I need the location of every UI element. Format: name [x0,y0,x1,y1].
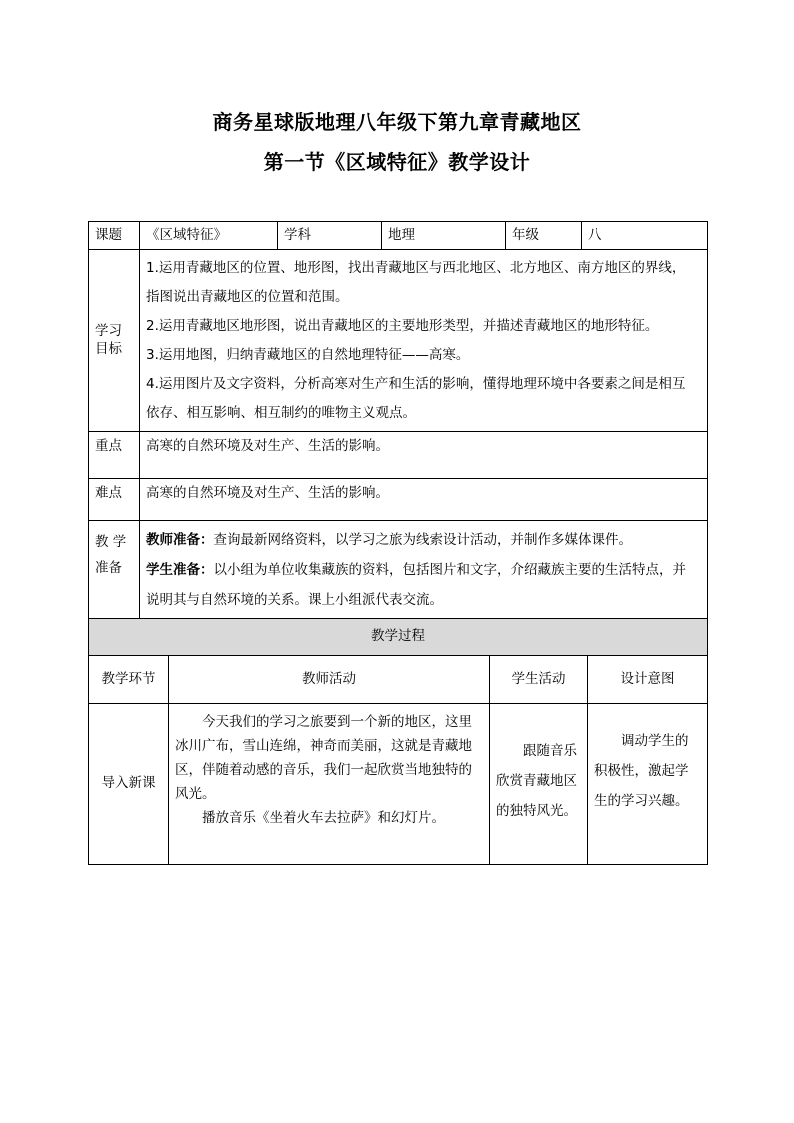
objective-line: 4.运用图片及文字资料，分析高寒对生产和生活的影响，懂得地理环境中各要素之间是相互 [146,375,686,392]
topic-label: 课题 [89,222,140,250]
objectives-row [89,250,708,432]
student-preparation-cont: 说明其与自然环境的关系。课上小组派代表交流。 [146,591,443,608]
document-title: 商务星球版地理八年级下第九章青藏地区 [212,110,582,134]
preparation-label-line1: 教 学 [95,534,127,550]
objective-line: 1.运用青藏地区的位置、地形图，找出青藏地区与西北地区、北方地区、南方地区的界线， [146,259,686,276]
topic-value: 《区域特征》 [140,222,278,250]
objective-line: 2.运用青藏地区地形图，说出青藏地区的主要地形类型，并描述青藏地区的地形特征。 [146,317,659,334]
student-preparation [146,555,701,585]
key-point-label: 重点 [89,432,140,479]
key-point-value: 高寒的自然环境及对生产、生活的影响。 [140,432,708,479]
objectives-label-line2: 目标 [95,340,122,357]
teacher-activity-cell [169,704,490,865]
key-point-row [89,432,708,479]
header-student-activity: 学生活动 [490,656,588,704]
info-table [88,221,708,619]
header-teacher-activity: 教师活动 [169,656,490,704]
teacher-activity-paragraph: 播放音乐《坐着火车去拉萨》和幻灯片。 [202,810,445,826]
design-intent-cell [588,704,708,865]
student-activity-text: 跟随音乐欣赏青藏地区的独特风光。 [496,743,577,819]
teacher-preparation-text: 查询最新网络资料，以学习之旅为线索设计活动，并制作多媒体课件。 [213,531,632,548]
stage-cell: 导入新课 [89,704,169,865]
process-row-intro [89,704,708,865]
grade-value: 八 [582,222,708,250]
teacher-activity-paragraph: 今天我们的学习之旅要到一个新的地区，这里冰川广布，雪山连绵，神奇而美丽，这就是青藏地区，伴随着动感的音乐，我们一起欣赏当地独特的风光。 [175,714,472,802]
objectives-label [89,250,140,432]
process-table [88,618,708,865]
preparation-content [140,521,708,619]
subject-label: 学科 [278,222,382,250]
objectives-label-line1: 学习 [95,322,122,339]
process-section-row [89,619,708,656]
objective-line: 依存、相互影响、相互制约的唯物主义观点。 [146,404,416,421]
student-preparation-lead: 学生准备： [146,561,214,578]
teacher-preparation [146,525,701,555]
topic-row [89,222,708,250]
teacher-preparation-lead: 教师准备： [146,531,214,548]
document-subtitle: 第一节《区域特征》教学设计 [263,150,531,174]
process-section-title: 教学过程 [89,619,708,656]
difficulty-row [89,479,708,521]
difficulty-value: 高寒的自然环境及对生产、生活的影响。 [140,479,708,521]
grade-label: 年级 [506,222,582,250]
preparation-label-line2: 准备 [95,560,122,576]
preparation-label [89,521,140,619]
process-header-row [89,656,708,704]
objective-line: 指图说出青藏地区的位置和范围。 [146,288,349,305]
preparation-row [89,521,708,619]
student-preparation-text-1: 以小组为单位收集藏族的资料，包括图片和文字，介绍藏族主要的生活特点，并 [213,561,686,578]
objective-line: 3.运用地图，归纳青藏地区的自然地理特征——高寒。 [146,346,470,363]
subject-value: 地理 [382,222,506,250]
difficulty-label: 难点 [89,479,140,521]
header-stage: 教学环节 [89,656,169,704]
student-activity-cell [490,704,588,865]
design-intent-text: 调动学生的积极性，激起学生的学习兴趣。 [594,733,689,809]
objectives-content [140,250,708,432]
header-design-intent: 设计意图 [588,656,708,704]
